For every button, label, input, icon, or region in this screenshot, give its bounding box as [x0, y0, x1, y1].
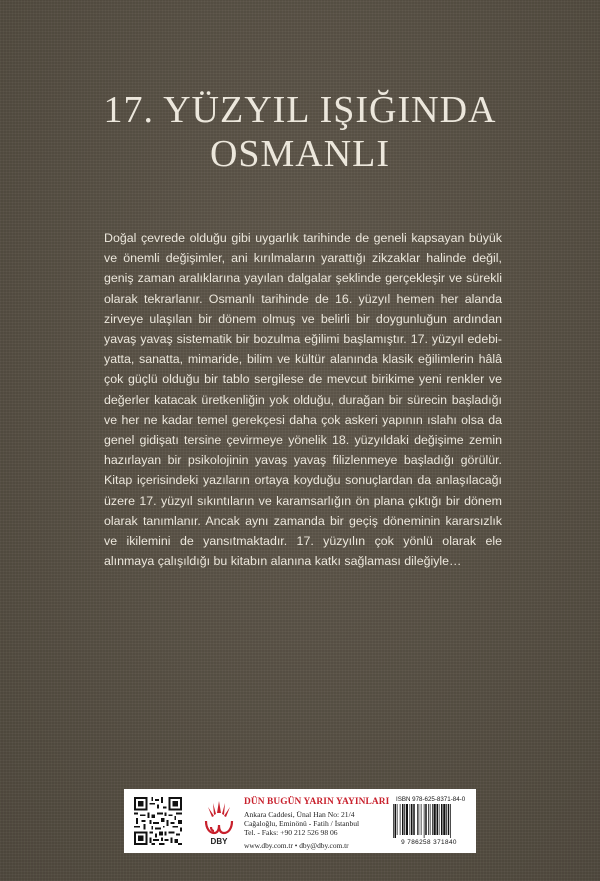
- book-title-line-1: 17. YÜZYIL IŞIĞINDA: [103, 89, 497, 131]
- barcode-bar: [402, 804, 404, 835]
- back-cover-blurb: Doğal çevrede olduğu gibi uygarlık tarihinde de geneli kapsayan büyük ve önemli değişimler, ani kırılmaların yarattığı zikzaklar halinde değil, geniş zaman aralıklarına yayılan dalgalar şeklinde gerçekleşir ve sürekli olarak tekrarlanır. Osmanlı tarihinde de 16. yüzyıl hemen her alanda zirveye ulaşılan bir dönem olmuş ve belirli bir doygunluğun ardından yavaş yavaş sistematik bir bozulma eğilimi başlamıştır. 17. yüzyıl edebiyatta, sanatta, mimaride, bilim ve kültür alanında klasik eğilimlerin hâlâ çok güçlü olduğu bir tablo sergilese de mevcut birikime yeni renkler ve değerler katacak üretkenliğin yok olduğu, durağan bir sürecin başladığı ve her ne kadar temel gerekçesi daha çok askeri yapının ıslahı olsa da genel gidişatı tersine çevirmeye yönelik 18. yüzyıldaki değişime zemin hazırlayan bir psikolojinin yavaş yavaş filizlenmeye başladığı görülür. Kitap içerisindeki yazıların ortaya koyduğu sonuçlardan da anlaşılacağı üzere 17. yüzyıl sıkıntıların ve karamsarlığın ön plana çıktığı bir dönem olarak tanımlanır. Ancak aynı zamanda bir geçiş döneminin kararsızlık ve ikilemini de yansıtmaktadır. 17. yüzyılın çok yönlü olarak ele alınmaya çalışıldığı bu kitabın alanına katkı sağlaması dileğiyle…: [104, 231, 502, 569]
- barcode-bar: [432, 804, 433, 835]
- barcode-bar: [406, 804, 408, 835]
- barcode-bar: [424, 804, 425, 838]
- publisher-address-line-2: Cağaloğlu, Eminönü - Fatih / İstanbul: [244, 819, 360, 828]
- publisher-phone: Tel. - Faks: +90 212 526 98 06: [244, 828, 338, 837]
- barcode-bar: [400, 804, 401, 835]
- barcode-bar: [421, 804, 422, 835]
- publisher-web-email: www.dby.com.tr • dby@dby.com.tr: [244, 841, 349, 850]
- barcode-bar: [425, 804, 427, 835]
- isbn-label: ISBN 978-625-8371-84-0: [396, 796, 466, 803]
- barcode-bar: [450, 804, 451, 838]
- barcode-bar: [443, 804, 445, 835]
- barcode-bar: [434, 804, 436, 835]
- barcode-bar: [393, 804, 394, 838]
- book-title-line-2: OSMANLI: [209, 133, 391, 175]
- barcode-bar: [419, 804, 420, 835]
- barcode-bar: [395, 804, 397, 838]
- publisher-name: DÜN BUGÜN YARIN YAYINLARI: [244, 797, 390, 807]
- barcode-bar: [441, 804, 443, 835]
- publisher-address-line-1: Ankara Caddesi, Ünal Han No: 21/4: [244, 810, 355, 819]
- dby-logo-text: DBY: [210, 837, 228, 846]
- barcode-bar: [428, 804, 429, 835]
- qr-code-icon: [134, 797, 182, 845]
- barcode-bar: [410, 804, 411, 835]
- dby-publisher-logo-icon: [202, 797, 236, 847]
- barcode-digits: 9 786258 371840: [401, 839, 457, 846]
- barcode-bar: [413, 804, 415, 835]
- barcode-bar: [417, 804, 418, 835]
- barcode-icon: [392, 804, 470, 838]
- barcode-bar: [411, 804, 413, 835]
- barcode-bar: [437, 804, 439, 835]
- publisher-info-box: [124, 789, 476, 853]
- barcode-bar: [439, 804, 440, 835]
- barcode-bar: [448, 804, 450, 835]
- barcode-bar: [430, 804, 431, 835]
- barcode-bar: [446, 804, 447, 835]
- barcode-bar: [397, 804, 398, 835]
- barcode-bar: [404, 804, 405, 835]
